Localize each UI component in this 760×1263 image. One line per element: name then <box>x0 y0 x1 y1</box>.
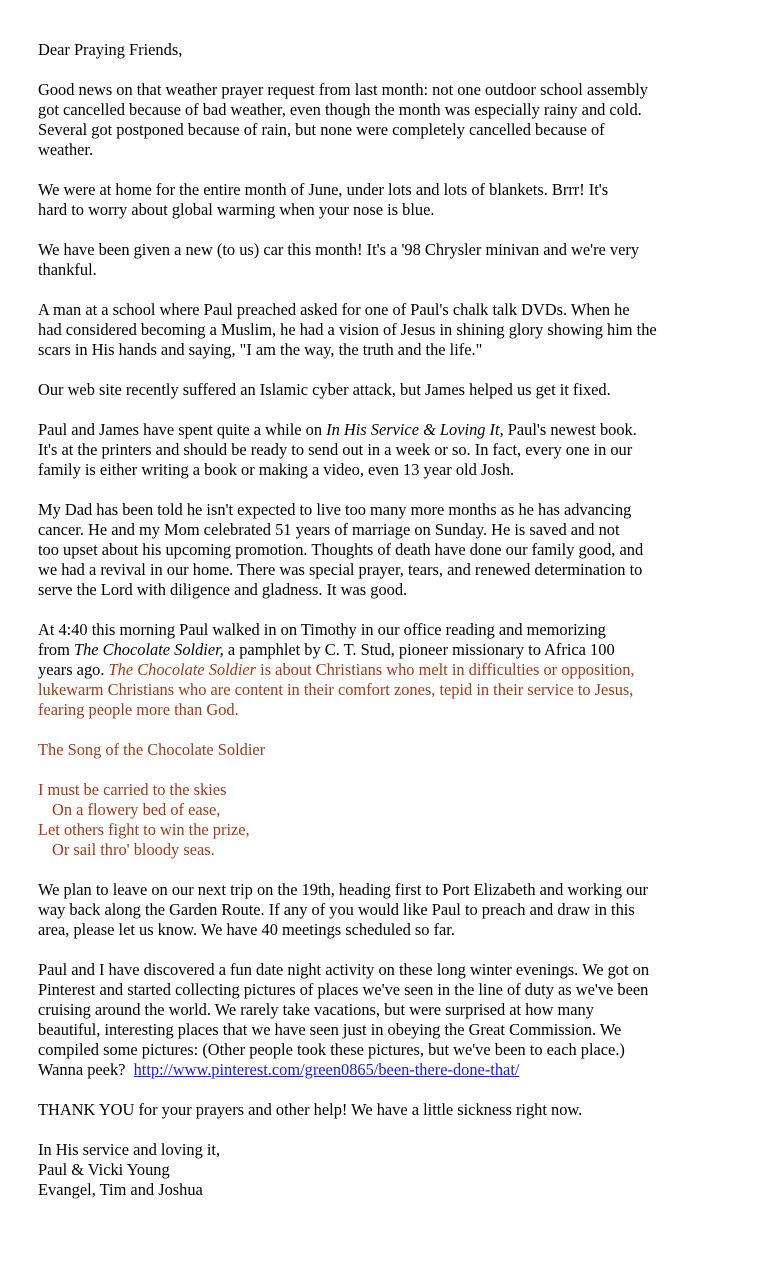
text-line: scars in His hands and saying, "I am the way, the truth and the life." <box>38 340 483 359</box>
paragraph-vision <box>38 300 728 360</box>
children-names: Evangel, Tim and Joshua <box>38 1180 203 1199</box>
text-line <box>38 660 728 680</box>
signer-names: Paul & Vicki Young <box>38 1160 170 1179</box>
text-line: At 4:40 this morning Paul walked in on Timothy in our office reading and memorizing <box>38 620 606 639</box>
paragraph-pinterest <box>38 960 728 1080</box>
text-line: weather. <box>38 140 94 159</box>
song-title: The Song of the Chocolate Soldier <box>38 740 266 759</box>
text-line: got cancelled because of bad weather, even though the month was especially rainy and cold. <box>38 100 642 119</box>
text-line <box>38 1060 728 1080</box>
text-line-red: fearing people more than God. <box>38 700 239 719</box>
poem-line: On a flowery bed of ease, <box>52 800 221 819</box>
paragraph-thanks: THANK YOU for your prayers and other help! We have a little sickness right now. <box>38 1100 583 1119</box>
text-line: My Dad has been told he isn't expected to live too many more months as he has advancing <box>38 500 632 519</box>
paragraph-chocolate-soldier <box>38 620 728 720</box>
text-line: compiled some pictures: (Other people took these pictures, but we've been to each place.) <box>38 1040 625 1059</box>
text-line: too upset about his upcoming promotion. Thoughts of death have done our family good, and <box>38 540 644 559</box>
text-line: cancer. He and my Mom celebrated 51 years of marriage on Sunday. He is saved and not <box>38 520 620 539</box>
closing-line: In His service and loving it, <box>38 1140 221 1159</box>
paragraph-june <box>38 180 728 220</box>
text-line: thankful. <box>38 260 97 279</box>
paragraph-trip <box>38 880 728 940</box>
paragraph-weather <box>38 80 728 160</box>
pamphlet-title: The Chocolate Soldier, <box>73 640 224 659</box>
poem-line: Or sail thro' bloody seas. <box>52 840 215 859</box>
pinterest-link[interactable]: http://www.pinterest.com/green0865/been-there-done-that/ <box>133 1060 520 1079</box>
text-run-red: is about Christians who melt in difficulties or opposition, <box>256 660 635 679</box>
text-line: cruising around the world. We rarely take vacations, but were surprised at how many <box>38 1000 594 1019</box>
text-run: Wanna peek? <box>38 1060 134 1079</box>
book-title: In His Service & Loving It, <box>326 420 504 439</box>
text-line: We were at home for the entire month of June, under lots and lots of blankets. Brrr! It's <box>38 180 609 199</box>
text-line: beautiful, interesting places that we have seen just in obeying the Great Commission. We <box>38 1020 622 1039</box>
text-run: Paul and James have spent quite a while on <box>38 420 327 439</box>
text-line: We have been given a new (to us) car this month! It's a '98 Chrysler minivan and we're very <box>38 240 640 259</box>
text-line: It's at the printers and should be ready to send out in a week or so. In fact, every one in our <box>38 440 633 459</box>
text-line: Good news on that weather prayer request from last month: not one outdoor school assembly <box>38 80 648 99</box>
text-line: Pinterest and started collecting pictures of places we've seen in the line of duty as we've been <box>38 980 649 999</box>
poem-line: I must be carried to the skies <box>38 780 227 799</box>
signature-block <box>38 1140 728 1200</box>
text-run: a pamphlet by C. T. Stud, pioneer missionary to Africa 100 <box>223 640 615 659</box>
text-line: A man at a school where Paul preached asked for one of Paul's chalk talk DVDs. When he <box>38 300 630 319</box>
paragraph-website: Our web site recently suffered an Islamic cyber attack, but James helped us get it fixed. <box>38 380 611 399</box>
poem-line: Let others fight to win the prize, <box>38 820 250 839</box>
text-line: family is either writing a book or making a video, even 13 year old Josh. <box>38 460 515 479</box>
text-line: Paul and I have discovered a fun date night activity on these long winter evenings. We got on <box>38 960 650 979</box>
text-line: serve the Lord with diligence and gladness. It was good. <box>38 580 408 599</box>
text-line: way back along the Garden Route. If any of you would like Paul to preach and draw in this <box>38 900 635 919</box>
text-line: we had a revival in our home. There was special prayer, tears, and renewed determination to <box>38 560 643 579</box>
pamphlet-title-red: The Chocolate Soldier <box>108 660 257 679</box>
text-line: Several got postponed because of rain, but none were completely cancelled because of <box>38 120 605 139</box>
text-line: hard to worry about global warming when your nose is blue. <box>38 200 435 219</box>
paragraph-dad <box>38 500 728 600</box>
text-line <box>38 420 728 440</box>
text-line: We plan to leave on our next trip on the 19th, heading first to Port Elizabeth and working our <box>38 880 648 899</box>
text-line: area, please let us know. We have 40 meetings scheduled so far. <box>38 920 455 939</box>
text-line <box>38 640 728 660</box>
paragraph-book <box>38 420 728 480</box>
text-line: had considered becoming a Muslim, he had a vision of Jesus in shining glory showing him the <box>38 320 657 339</box>
poem <box>38 780 728 860</box>
paragraph-car <box>38 240 728 280</box>
text-run: from <box>38 640 74 659</box>
salutation: Dear Praying Friends, <box>38 40 183 59</box>
text-run: years ago. <box>38 660 109 679</box>
text-run: Paul's newest book. <box>503 420 637 439</box>
text-line-red: lukewarm Christians who are content in their comfort zones, tepid in their service to Jesus, <box>38 680 634 699</box>
